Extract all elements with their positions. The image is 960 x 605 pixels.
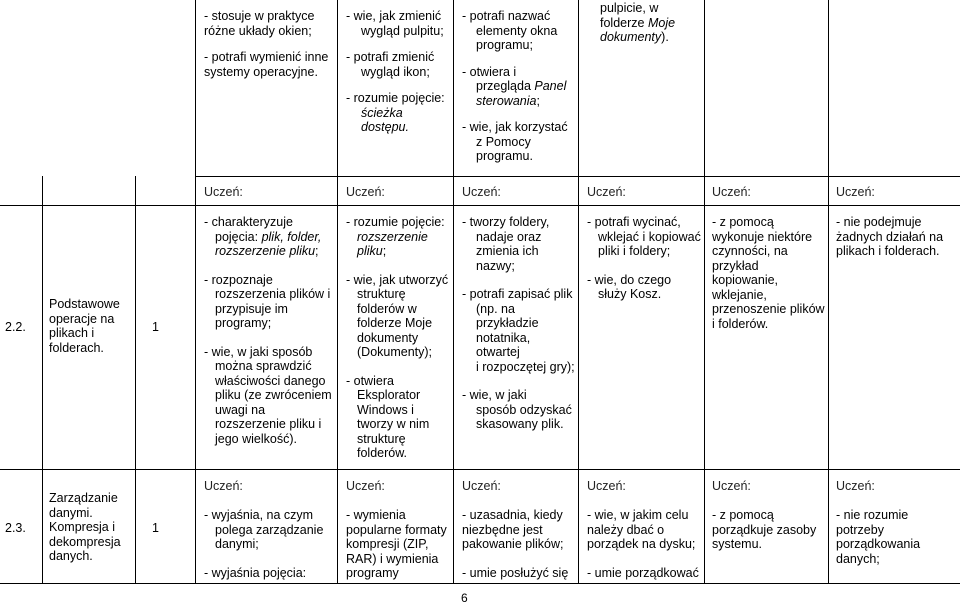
row22-col4 (587, 215, 703, 302)
table-border (0, 583, 960, 584)
text-span: Panel (534, 79, 567, 93)
text-span: ; (382, 244, 387, 258)
text-line: - uzasadnia, kiedy (462, 508, 563, 522)
text-line: i folderów. (712, 316, 769, 331)
text-line: Kompresja i (49, 520, 115, 534)
text-line: pliku (ze zwróceniem (215, 388, 332, 402)
text-line: - wie, do czego (587, 272, 672, 287)
row22-col2 (346, 215, 452, 461)
row-number: 2.2. (5, 320, 26, 334)
text-line: folderów w (357, 301, 417, 316)
text-line: z Pomocy (476, 134, 531, 149)
text-line: przypisuje im (215, 301, 288, 316)
text-line: - rozumie pojęcie: (346, 91, 445, 105)
text-line: - potrafi wycinać, (587, 215, 681, 229)
text-line: żadnych działań na (836, 229, 944, 244)
text-line: kompresji (ZIP, (346, 537, 429, 551)
uczen-header: Uczeń: (836, 185, 875, 199)
row23-col3 (462, 508, 577, 580)
text-line: - nie rozumie (836, 508, 909, 522)
text-line: - charakteryzuje (204, 215, 293, 229)
row23-col2 (346, 508, 452, 581)
text-line: porządkuje zasoby (712, 522, 817, 537)
text-line: kopiowanie, (712, 273, 779, 287)
text-line: folderach. (49, 340, 104, 355)
text-line: - wymienia (346, 508, 406, 522)
text-line: czynności, na (712, 244, 788, 258)
text-line: - potrafi zapisać plik (462, 287, 573, 301)
text-line: wygląd ikon; (361, 64, 430, 79)
uczen-header: Uczeń: (204, 479, 243, 493)
text-line: - rozumie pojęcie: (346, 215, 445, 229)
text-line: porządek na dysku; (587, 537, 696, 551)
text-line: właściwości danego (215, 373, 326, 388)
text-line: pliki i foldery; (598, 244, 671, 258)
text-line: popularne formaty (346, 522, 447, 537)
text-span: sterowania (476, 93, 537, 108)
text-line: - wie, w jaki sposób (204, 344, 313, 359)
text-line: dostępu. (361, 120, 409, 134)
text-line: strukturę (357, 287, 406, 301)
text-span: rozszerzenie pliku (215, 244, 316, 258)
text-line: przenoszenie plików (712, 302, 825, 316)
table-border (42, 176, 43, 583)
text-line: - potrafi zmienić (346, 50, 435, 64)
text-line: służy Kosz. (598, 287, 662, 301)
row22-col1 (204, 215, 336, 446)
text-line: - z pomocą (712, 215, 774, 229)
text-line: folderze Moje (357, 316, 433, 330)
table-border (828, 0, 829, 583)
text-line: rozszerzenie pliku i (215, 417, 322, 431)
text-line: można sprawdzić (215, 359, 312, 373)
text-line: porządkowania (836, 537, 921, 551)
uczen-header: Uczeń: (712, 479, 751, 493)
text-line: - otwiera i (462, 64, 517, 79)
text-line: Podstawowe (49, 297, 120, 311)
text-line: jego wielkość). (215, 431, 297, 446)
row22-col3 (462, 215, 577, 432)
text-line: elementy okna (476, 23, 558, 38)
text-line: systemy operacyjne. (204, 64, 318, 79)
text-line: rozszerzenia plików i (215, 287, 331, 301)
text-line: polega zarządzanie (215, 522, 324, 537)
uczen-header: Uczeń: (462, 185, 501, 199)
text-line: różne układy okien; (204, 23, 312, 38)
text-span: pliku (357, 244, 383, 258)
text-line: - z pomocą (712, 508, 774, 522)
text-span: pojęcia: (215, 229, 259, 244)
row23-col6 (836, 508, 959, 566)
text-line: - nie podejmuje (836, 215, 922, 229)
row23-col1 (204, 508, 336, 580)
row22-col5 (712, 215, 827, 331)
text-line: Windows i (357, 402, 414, 417)
uczen-header: Uczeń: (462, 479, 501, 493)
table-border (195, 0, 196, 583)
text-line: wygląd pulpitu; (361, 23, 444, 38)
text-line: danymi; (215, 537, 259, 551)
text-line: - wie, jak zmienić (346, 9, 442, 23)
table-border (453, 0, 454, 583)
top-cell-3 (462, 9, 577, 164)
table-border (704, 0, 705, 583)
row-topic (49, 491, 134, 564)
text-span: Moje (647, 15, 676, 30)
text-line: - wie, w jaki (462, 388, 527, 402)
text-line: danych. (49, 549, 93, 563)
text-line: pakowanie plików; (462, 537, 564, 551)
text-line: danych; (836, 551, 880, 566)
uczen-header: Uczeń: (712, 185, 751, 199)
uczen-header: Uczeń: (836, 479, 875, 493)
uczen-header: Uczeń: (587, 479, 626, 493)
text-line: - wie, jak korzystać (462, 120, 568, 134)
table-border (578, 0, 579, 583)
text-line: - wyjaśnia, na czym (204, 508, 314, 522)
row-hours: 1 (152, 521, 159, 535)
row23-col5 (712, 508, 827, 552)
top-cell-1 (204, 9, 336, 79)
table-border (337, 0, 338, 583)
row-number: 2.3. (5, 521, 26, 535)
text-span: plik, folder, (261, 229, 322, 244)
text-line: Zarządzanie (49, 491, 118, 505)
row-hours: 1 (152, 320, 159, 334)
text-line: notatnika, otwartej (476, 330, 531, 359)
text-line: RAR) i wymienia (346, 551, 439, 566)
text-line: folderów. (357, 446, 408, 460)
text-line: - umie posłużyć się (462, 565, 569, 580)
text-line: - wyjaśnia pojęcia: (204, 565, 307, 580)
text-span: ; (315, 244, 319, 258)
text-line: programy (346, 566, 399, 580)
text-line: programu. (476, 149, 533, 163)
text-line: rozszerzenie (357, 229, 428, 244)
text-span: ; (536, 93, 540, 108)
text-line: skasowany plik. (476, 417, 564, 431)
top-cell-2 (346, 9, 452, 135)
page-number: 6 (461, 591, 468, 605)
text-line: - wie, w jakim celu (587, 508, 689, 522)
text-line: i rozpoczętej gry); (476, 359, 575, 374)
text-line: nadaje oraz (476, 229, 542, 244)
text-line: danymi. (49, 505, 93, 520)
row22-col6 (836, 215, 959, 259)
text-line: wklejanie, (712, 287, 767, 302)
uczen-header: Uczeń: (346, 479, 385, 493)
text-line: wykonuje niektóre (712, 229, 813, 244)
text-span: przegląda (476, 79, 531, 93)
table-border (0, 469, 960, 470)
text-line: - tworzy foldery, (462, 215, 550, 229)
top-cell-4 (600, 1, 704, 45)
text-line: - stosuje w praktyce (204, 9, 315, 23)
text-line: - potrafi wymienić inne (204, 50, 329, 64)
text-line: potrzeby (836, 522, 884, 537)
text-line: plikach i (49, 326, 95, 340)
text-span: dokumenty (600, 30, 662, 44)
text-line: tworzy w nim (357, 417, 430, 431)
text-line: niezbędne jest (462, 522, 543, 537)
text-line: (np. na przykładzie (476, 301, 539, 330)
table-border (135, 176, 136, 583)
text-line: ścieżka (361, 105, 403, 120)
text-line: - wie, jak utworzyć (346, 272, 449, 287)
text-line: nazwy; (476, 258, 515, 273)
row23-col4 (587, 508, 703, 580)
text-line: strukturę (357, 431, 406, 446)
text-line: należy dbać o (587, 522, 665, 537)
text-line: - otwiera (346, 373, 394, 388)
text-line: programy; (215, 316, 272, 330)
text-line: przykład (712, 258, 759, 273)
uczen-header: Uczeń: (204, 185, 243, 199)
text-line: sposób odzyskać (476, 402, 572, 417)
table-border (0, 205, 960, 206)
text-line: zmienia ich (476, 244, 539, 258)
text-line: dokumenty (357, 330, 419, 345)
text-line: plikach i folderach. (836, 244, 940, 258)
text-span: ). (661, 30, 669, 44)
text-line: programu; (476, 38, 533, 52)
text-line: (Dokumenty); (357, 345, 433, 359)
text-line: dekompresja (49, 534, 121, 549)
text-line: uwagi na (215, 402, 266, 417)
text-line: systemu. (712, 537, 763, 551)
uczen-header: Uczeń: (587, 185, 626, 199)
uczen-header: Uczeń: (346, 185, 385, 199)
text-line: Eksplorator (357, 388, 421, 402)
text-line: - umie porządkować (587, 565, 699, 580)
text-line: operacje na (49, 311, 115, 326)
text-line: wklejać i kopiować (598, 229, 701, 244)
row-topic (49, 297, 134, 355)
text-line: - rozpoznaje (204, 272, 273, 287)
text-line: - potrafi nazwać (462, 9, 551, 23)
text-line: pulpicie, w (600, 1, 659, 15)
text-span: folderze (600, 15, 645, 30)
